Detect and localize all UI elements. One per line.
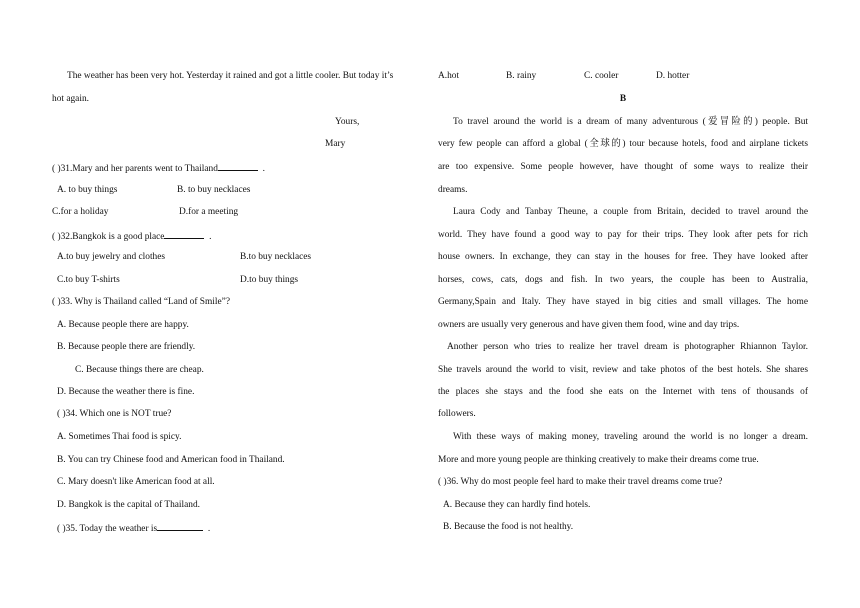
option-34-d: D. Bangkok is the capital of Thailand.	[57, 500, 201, 510]
option-35-b: B. rainy	[506, 71, 537, 81]
paragraph-1-line: To travel around the world is a dream of many adventurous (爱冒险的) people. But	[453, 117, 808, 127]
option-31-a: A. to buy things	[57, 185, 118, 195]
option-33-a: A. Because people there are happy.	[57, 320, 189, 330]
question-31-end: .	[262, 164, 265, 174]
letter-closing: Yours,	[335, 117, 360, 127]
option-36-a: A. Because they can hardly find hotels.	[443, 500, 591, 510]
section-title: B	[619, 94, 627, 104]
paragraph-3-line: Another person who tries to realize her travel dream is photographer Rhiannon Taylor.	[447, 342, 808, 352]
option-31-d: D.for a meeting	[179, 207, 239, 217]
option-34-c: C. Mary doesn't like American food at all.	[57, 477, 215, 487]
paragraph-2-line: owners are usually very generous and have given them food, wine and day trips.	[438, 320, 740, 330]
option-35-d: D. hotter	[656, 71, 690, 81]
question-31-text: ( )31.Mary and her parents went to Thailand	[52, 164, 218, 174]
letter-line-1: The weather has been very hot. Yesterday it rained and got a little cooler. But today it’s	[67, 71, 394, 81]
paragraph-3-line: the places she stays and the food she eats on the Internet with tens of thousands of	[438, 387, 808, 397]
paragraph-1-line: are too expensive. Some people however, have thought of some ways to realize their	[438, 162, 808, 172]
option-32-b: B.to buy necklaces	[240, 252, 312, 262]
question-32-end: .	[209, 232, 212, 242]
paragraph-2-line: Germany,Spain and Italy. They have stayed in big cities and small villages. The home	[438, 297, 808, 307]
paragraph-2-line: Laura Cody and Tanbay Theune, a couple from Britain, decided to travel around the	[453, 207, 808, 217]
option-35-a: A.hot	[438, 71, 460, 81]
question-34: ( )34. Which one is NOT true?	[57, 409, 172, 419]
option-34-b: B. You can try Chinese food and American food in Thailand.	[57, 455, 285, 465]
option-31-b: B. to buy necklaces	[177, 185, 251, 195]
paragraph-3-line: followers.	[438, 409, 476, 419]
paragraph-1-line: dreams.	[438, 185, 468, 195]
option-33-b: B. Because people there are friendly.	[57, 342, 196, 352]
paragraph-2-line: world. They have found a good way to pay for their trips. They look after pets for rich	[438, 230, 808, 240]
paragraph-4-line: With these ways of making money, traveling around the world is no longer a dream.	[453, 432, 808, 442]
letter-signature: Mary	[325, 139, 346, 149]
option-36-b: B. Because the food is not healthy.	[443, 522, 574, 532]
question-36: ( )36. Why do most people feel hard to make their travel dreams come true?	[438, 477, 723, 487]
paragraph-4-line: More and more young people are thinking creatively to make their dreams come true.	[438, 455, 759, 465]
option-32-a: A.to buy jewelry and clothes	[57, 252, 166, 262]
paragraph-2-line: horses, cows, cats, dogs and fish. In two years, the couple has been to Australia,	[438, 275, 808, 285]
question-33: ( )33. Why is Thailand called “Land of Smile”?	[52, 297, 230, 307]
paragraph-3-line: She travels around the world to visit, review and take photos of the best hotels. She shares	[438, 365, 808, 375]
paragraph-2-line: house owners. In exchange, they can stay in the houses for free. They have looked after	[438, 252, 808, 262]
paragraph-1-line: very few people can afford a global (全球的) tour because hotels, food and airplane tickets	[438, 139, 808, 149]
option-31-c: C.for a holiday	[52, 207, 109, 217]
option-33-c: C. Because things there are cheap.	[75, 365, 204, 375]
option-32-c: C.to buy T-shirts	[57, 275, 120, 285]
question-35-end: .	[207, 524, 211, 534]
question-32-text: ( )32.Bangkok is a good place	[52, 232, 165, 242]
question-35-text: ( )35. Today the weather is	[57, 524, 158, 534]
option-33-d: D. Because the weather there is fine.	[57, 387, 195, 397]
letter-line-2: hot again.	[52, 94, 89, 104]
option-34-a: A. Sometimes Thai food is spicy.	[57, 432, 182, 442]
option-35-c: C. cooler	[584, 71, 619, 81]
option-32-d: D.to buy things	[240, 275, 299, 285]
